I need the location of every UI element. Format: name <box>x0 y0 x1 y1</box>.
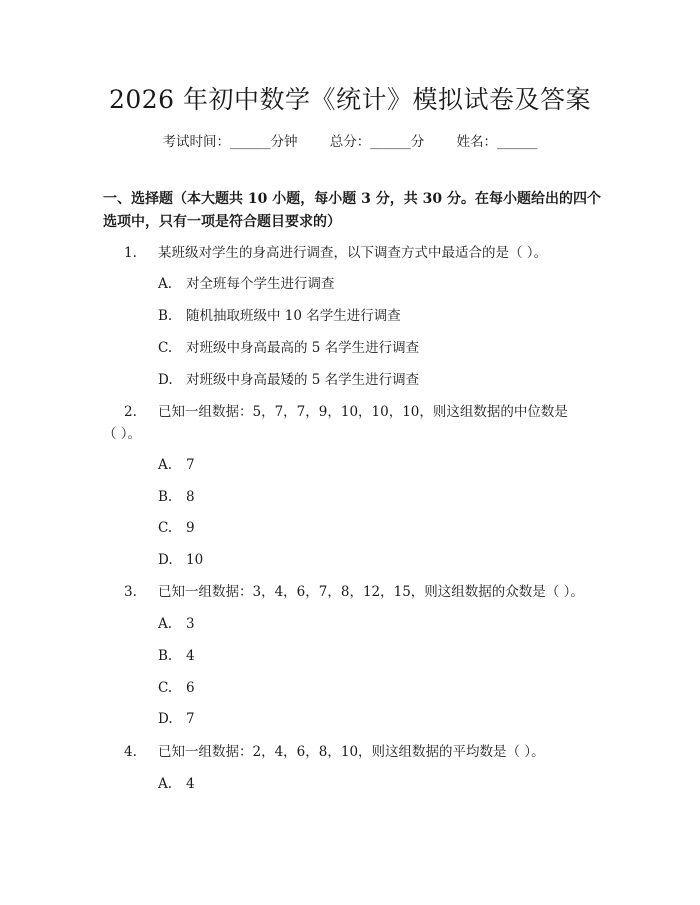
option-letter: B. <box>158 648 173 664</box>
student-name-field: 姓名：______ <box>456 134 538 150</box>
option-letter: B. <box>158 489 173 505</box>
question-1-option-b <box>158 307 401 325</box>
question-2-continued <box>103 423 603 445</box>
option-letter: D. <box>158 372 173 388</box>
option-text: 3 <box>186 616 195 632</box>
option-text: 9 <box>186 520 195 536</box>
exam-title: 2026 年初中数学《统计》模拟试卷及答案 <box>108 85 592 114</box>
option-letter: A. <box>158 616 173 632</box>
option-text: 6 <box>186 680 195 696</box>
option-text: 8 <box>186 489 195 505</box>
question-text: 已知一组数据：3，4，6，7，8，12，15，则这组数据的众数是（ ）。 <box>158 584 584 600</box>
option-text: 4 <box>186 648 195 664</box>
exam-info-line <box>0 130 700 150</box>
question-3-option-a <box>158 615 195 633</box>
option-letter: D. <box>158 711 173 727</box>
option-text: 随机抽取班级中 10 名学生进行调查 <box>186 308 401 324</box>
question-3 <box>103 581 603 603</box>
option-letter: B. <box>158 308 173 324</box>
question-3-option-c <box>158 679 195 697</box>
question-number: 2. <box>124 404 137 420</box>
option-letter: A. <box>158 276 173 292</box>
question-1-option-c <box>158 339 419 357</box>
question-text: 某班级对学生的身高进行调查，以下调查方式中最适合的是（ ）。 <box>158 245 548 261</box>
question-text: 已知一组数据：5，7，7，9，10，10，10，则这组数据的中位数是 <box>158 404 568 420</box>
question-2-option-b <box>158 488 195 506</box>
question-text: 已知一组数据：2，4，6，8，10，则这组数据的平均数是（ ）。 <box>158 744 545 760</box>
option-letter: A. <box>158 457 173 473</box>
question-2 <box>103 401 603 423</box>
option-text: 对班级中身高最矮的 5 名学生进行调查 <box>186 372 420 388</box>
question-3-option-b <box>158 647 195 665</box>
exam-time-field: 考试时间：______分钟 <box>162 134 298 150</box>
option-letter: C. <box>158 520 173 536</box>
option-text: 7 <box>186 457 195 473</box>
question-1 <box>103 242 603 264</box>
question-2-option-c <box>158 519 195 537</box>
question-number: 4. <box>124 744 137 760</box>
option-text: 7 <box>186 711 195 727</box>
option-text: 4 <box>186 776 195 792</box>
option-letter: C. <box>158 340 173 356</box>
option-text: 对全班每个学生进行调查 <box>186 276 335 292</box>
option-letter: D. <box>158 552 173 568</box>
question-number: 3. <box>124 584 137 600</box>
option-letter: C. <box>158 680 173 696</box>
question-4 <box>103 741 603 763</box>
total-score-field: 总分：______分 <box>329 134 425 150</box>
question-2-option-d <box>158 551 203 569</box>
question-4-option-a <box>158 775 195 793</box>
question-1-option-d <box>158 371 419 389</box>
question-number: 1. <box>124 245 137 261</box>
question-text: （ ）。 <box>103 426 142 442</box>
question-3-option-d <box>158 710 195 728</box>
question-1-option-a <box>158 275 335 293</box>
option-letter: A. <box>158 776 173 792</box>
option-text: 对班级中身高最高的 5 名学生进行调查 <box>186 340 420 356</box>
question-2-option-a <box>158 456 195 474</box>
section-heading: 一、选择题（本大题共 10 小题，每小题 3 分，共 30 分。在每小题给出的四个选项中，只有一项是符合题目要求的） <box>103 191 601 230</box>
option-text: 10 <box>186 552 204 568</box>
